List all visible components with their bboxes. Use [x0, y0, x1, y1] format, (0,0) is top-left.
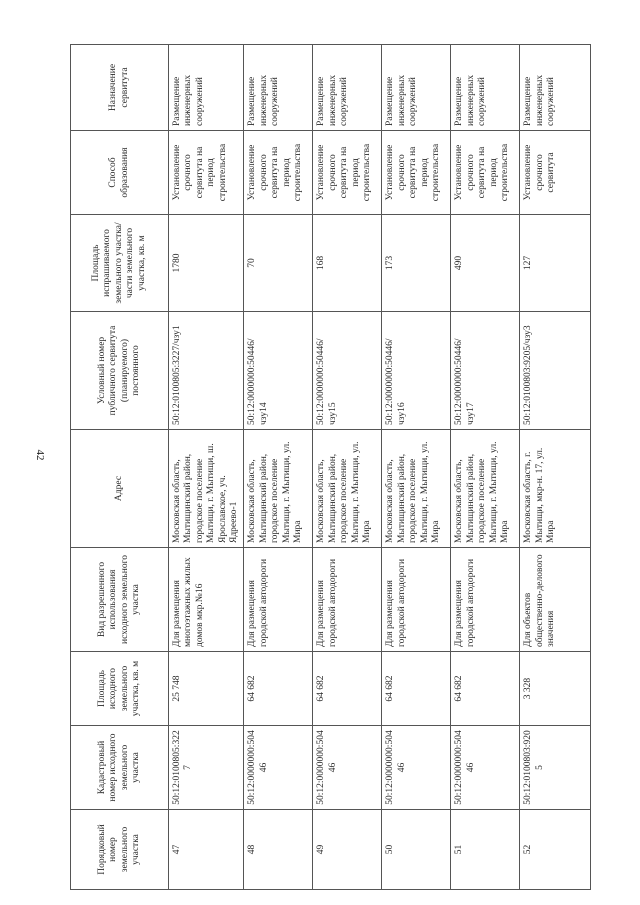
formation-method: Установление срочного сервитута на период строительства — [451, 131, 520, 215]
formation-method: Установление срочного сервитута на период строительства — [169, 131, 244, 215]
address: Московская область, Мытищинский район, городское поселение Мытищи, г. Мытищи, ул. Мира — [313, 430, 382, 548]
requested-area: 168 — [313, 215, 382, 312]
header-cell: Адрес — [71, 430, 169, 548]
servitude-number: 50:12:0100805:3227/чзу1 — [169, 312, 244, 430]
table-header-row — [71, 45, 169, 890]
formation-method: Установление срочного сервитута на период строительства — [382, 131, 451, 215]
servitude-number: 50:12:0000000:50446/чзу17 — [451, 312, 520, 430]
requested-area: 70 — [244, 215, 313, 312]
header-cell: Порядковый номер земельного участка — [71, 810, 169, 890]
rotated-table-wrapper — [70, 45, 584, 890]
address: Московская область, г. Мытищи, мкр-н. 17, ул. Мира — [520, 430, 591, 548]
row-number: 49 — [313, 810, 382, 890]
header-cell: Вид разрешенного использования исходного земельного участка — [71, 548, 169, 652]
permitted-use: Для размещения городской автодороги — [244, 548, 313, 652]
permitted-use: Для объектов общественно-делового значения — [520, 548, 591, 652]
cadastral-number: 50:12:0000000:50446 — [244, 726, 313, 810]
row-number: 50 — [382, 810, 451, 890]
servitude-purpose: Размещение инженерных сооружений — [313, 45, 382, 131]
address: Московская область, Мытищинский район, городское поселение Мытищи, г. Мытищи, ул. Мира — [451, 430, 520, 548]
source-area: 64 682 — [451, 652, 520, 726]
servitude-number: 50:12:0000000:50446/чзу14 — [244, 312, 313, 430]
source-area: 25 748 — [169, 652, 244, 726]
row-number: 48 — [244, 810, 313, 890]
header-cell: Площадь испрашиваемого земельного участка/части земельного участка, кв. м — [71, 215, 169, 312]
row-number: 47 — [169, 810, 244, 890]
header-cell: Назначение сервитута — [71, 45, 169, 131]
address: Московская область, Мытищинский район, городское поселение Мытищи, г. Мытищи, ш. Ярославское, уч. Ядреево-1 — [169, 430, 244, 548]
address: Московская область, Мытищинский район, городское поселение Мытищи, г. Мытищи, ул. Мира — [382, 430, 451, 548]
source-area: 64 682 — [382, 652, 451, 726]
cadastral-number: 50:12:0100805:3227 — [169, 726, 244, 810]
table-row — [382, 45, 451, 890]
formation-method: Установление срочного сервитута — [520, 131, 591, 215]
header-cell: Кадастровый номер исходного земельного участка — [71, 726, 169, 810]
table-row — [169, 45, 244, 890]
cadastral-number: 50:12:0100803:9205 — [520, 726, 591, 810]
table-row — [520, 45, 591, 890]
row-number: 51 — [451, 810, 520, 890]
requested-area: 173 — [382, 215, 451, 312]
servitude-purpose: Размещение инженерных сооружений — [244, 45, 313, 131]
permitted-use: Для размещения городской автодороги — [313, 548, 382, 652]
header-cell: Условный номер публичного сервитута (планируемого) постоянного — [71, 312, 169, 430]
source-area: 64 682 — [244, 652, 313, 726]
permitted-use: Для размещения многоэтажных жилых домов мкр.№16 — [169, 548, 244, 652]
requested-area: 1780 — [169, 215, 244, 312]
servitude-purpose: Размещение инженерных сооружений — [520, 45, 591, 131]
servitude-number: 50:12:0000000:50446/чзу16 — [382, 312, 451, 430]
servitude-purpose: Размещение инженерных сооружений — [169, 45, 244, 131]
servitude-purpose: Размещение инженерных сооружений — [382, 45, 451, 131]
table-row — [451, 45, 520, 890]
servitude-table — [70, 44, 591, 890]
formation-method: Установление срочного сервитута на период строительства — [244, 131, 313, 215]
source-area: 64 682 — [313, 652, 382, 726]
cadastral-number: 50:12:0000000:50446 — [451, 726, 520, 810]
row-number: 52 — [520, 810, 591, 890]
header-cell: Способ образования — [71, 131, 169, 215]
table-row — [244, 45, 313, 890]
permitted-use: Для размещения городской автодороги — [382, 548, 451, 652]
cadastral-number: 50:12:0000000:50446 — [313, 726, 382, 810]
header-cell: Площадь исходного земельного участка, кв. м — [71, 652, 169, 726]
requested-area: 490 — [451, 215, 520, 312]
address: Московская область, Мытищинский район, городское поселение Мытищи, г. Мытищи, ул. Мира — [244, 430, 313, 548]
source-area: 3 328 — [520, 652, 591, 726]
servitude-purpose: Размещение инженерных сооружений — [451, 45, 520, 131]
page-number: 42 — [34, 449, 46, 461]
cadastral-number: 50:12:0000000:50446 — [382, 726, 451, 810]
requested-area: 127 — [520, 215, 591, 312]
permitted-use: Для размещения городской автодороги — [451, 548, 520, 652]
formation-method: Установление срочного сервитута на период строительства — [313, 131, 382, 215]
servitude-number: 50:12:0000000:50446/чзу15 — [313, 312, 382, 430]
servitude-number: 50:12:0100803:9205/чзу3 — [520, 312, 591, 430]
table-row — [313, 45, 382, 890]
